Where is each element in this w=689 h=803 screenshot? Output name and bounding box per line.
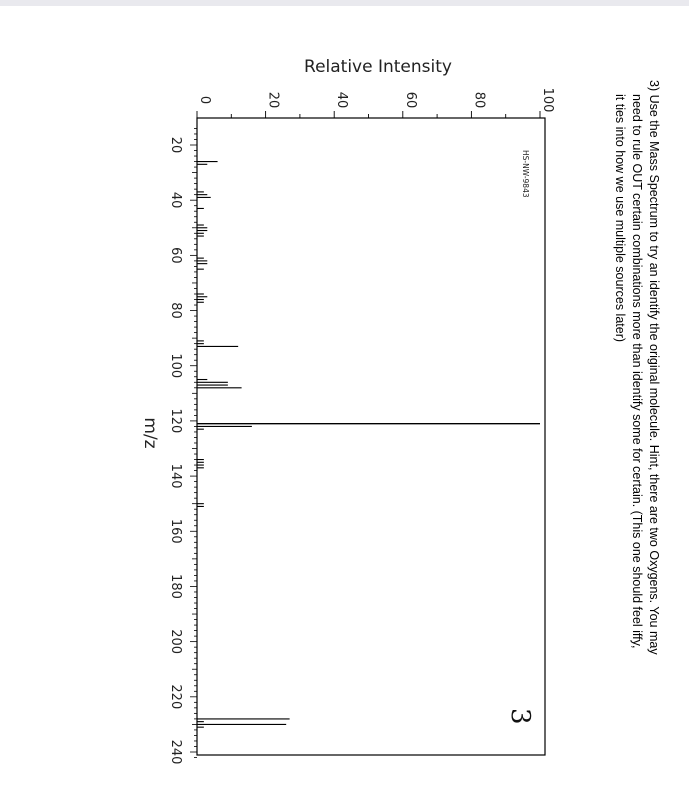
x-tick-label-60: 60 [168, 247, 183, 264]
x-tick-label-220: 220 [168, 684, 183, 710]
y-tick-label-40: 40 [334, 91, 350, 109]
spectrum-id-label: HS-NW-9843 [521, 150, 530, 198]
y-tick-label-100: 100 [540, 87, 555, 113]
x-axis-ticks [168, 128, 197, 764]
handwritten-number: 3 [505, 708, 535, 725]
problem-line-3: it ties into how we use multiple sources later) [613, 94, 627, 343]
y-tick-label-60: 60 [402, 91, 418, 109]
x-tick-label-120: 120 [168, 408, 183, 434]
spectrum-peaks [197, 162, 540, 728]
problem-line-1: 3) Use the Mass Spectrum to try an identify the original molecule. Hint, there are two Oxygens. You may [647, 80, 661, 655]
y-tick-label-80: 80 [471, 91, 487, 109]
x-tick-label-240: 240 [168, 739, 183, 765]
plot-frame [197, 118, 545, 755]
x-tick-label-20: 20 [168, 136, 183, 154]
y-tick-label-0: 0 [197, 95, 212, 105]
problem-text [613, 80, 661, 655]
y-axis-label: Relative Intensity [304, 57, 452, 77]
y-axis-ticks [197, 88, 555, 118]
x-tick-label-200: 200 [168, 629, 183, 655]
mass-spectrum-chart [140, 57, 555, 764]
y-tick-label-20: 20 [265, 91, 281, 109]
x-tick-label-100: 100 [168, 353, 183, 379]
x-tick-label-40: 40 [168, 191, 183, 209]
problem-line-2: need to rule OUT certain combinations more than identify some for certain. (This one should feel iffy, [630, 94, 644, 649]
x-tick-label-180: 180 [168, 574, 183, 599]
x-tick-label-160: 160 [168, 518, 183, 544]
x-axis-label: m/z [140, 417, 160, 449]
x-tick-label-140: 140 [168, 463, 183, 489]
x-tick-label-80: 80 [168, 302, 183, 319]
